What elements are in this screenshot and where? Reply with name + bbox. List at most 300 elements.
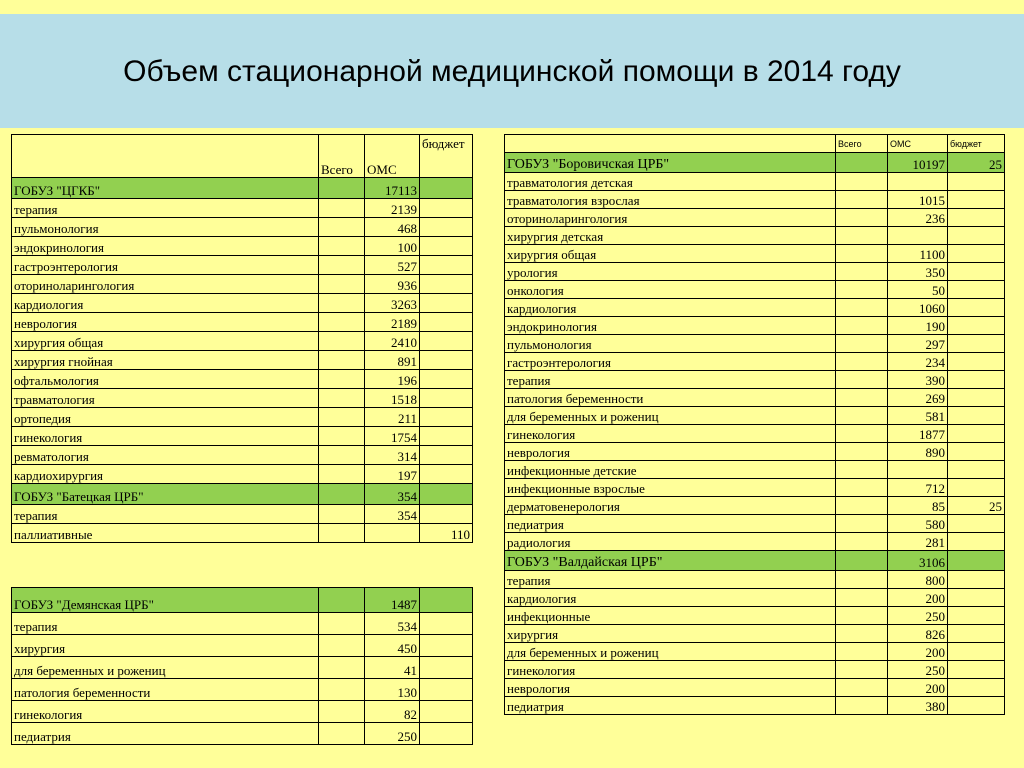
oms-cell: 390 bbox=[888, 371, 948, 389]
budget-cell: 110 bbox=[420, 524, 473, 543]
department-name: терапия bbox=[12, 199, 319, 218]
department-name: гинекология bbox=[505, 661, 836, 679]
oms-cell: 200 bbox=[888, 643, 948, 661]
total-cell bbox=[836, 533, 888, 551]
table-row bbox=[12, 701, 473, 723]
oms-cell: 450 bbox=[365, 635, 420, 657]
header-name-cell bbox=[505, 135, 836, 153]
table-row bbox=[12, 446, 473, 465]
oms-cell: 3263 bbox=[365, 294, 420, 313]
total-cell bbox=[836, 497, 888, 515]
department-name: педиатрия bbox=[12, 723, 319, 745]
total-cell bbox=[836, 227, 888, 245]
department-name: хирургия детская bbox=[505, 227, 836, 245]
department-name: ортопедия bbox=[12, 408, 319, 427]
budget-cell bbox=[948, 461, 1005, 479]
oms-cell: 380 bbox=[888, 697, 948, 715]
department-name: педиатрия bbox=[505, 515, 836, 533]
budget-cell bbox=[420, 679, 473, 701]
total-cell bbox=[319, 723, 365, 745]
oms-cell: 1877 bbox=[888, 425, 948, 443]
table-row bbox=[12, 635, 473, 657]
total-cell bbox=[836, 153, 888, 173]
department-name: терапия bbox=[12, 613, 319, 635]
department-name: гастроэнтерология bbox=[12, 256, 319, 275]
budget-cell: 25 bbox=[948, 497, 1005, 515]
oms-cell: 41 bbox=[365, 657, 420, 679]
budget-cell bbox=[948, 679, 1005, 697]
table-row bbox=[505, 571, 1005, 589]
oms-cell: 712 bbox=[888, 479, 948, 497]
table-row bbox=[12, 723, 473, 745]
table-row bbox=[505, 425, 1005, 443]
department-name: терапия bbox=[505, 571, 836, 589]
table-row bbox=[12, 679, 473, 701]
department-name: эндокринология bbox=[505, 317, 836, 335]
total-cell bbox=[319, 275, 365, 294]
table-row bbox=[12, 313, 473, 332]
budget-cell bbox=[420, 465, 473, 484]
total-cell bbox=[319, 427, 365, 446]
total-cell bbox=[836, 571, 888, 589]
total-cell bbox=[836, 551, 888, 571]
right-table bbox=[504, 134, 1005, 715]
table-row bbox=[12, 505, 473, 524]
total-cell bbox=[319, 679, 365, 701]
table-row bbox=[505, 533, 1005, 551]
department-name: травматология детская bbox=[505, 173, 836, 191]
total-cell bbox=[836, 643, 888, 661]
budget-cell bbox=[420, 701, 473, 723]
budget-cell bbox=[948, 661, 1005, 679]
budget-cell bbox=[948, 317, 1005, 335]
oms-cell: 1487 bbox=[365, 588, 420, 613]
department-name: паллиативные bbox=[12, 524, 319, 543]
budget-cell bbox=[948, 515, 1005, 533]
budget-cell bbox=[948, 353, 1005, 371]
department-name: патология беременности bbox=[505, 389, 836, 407]
department-name: радиология bbox=[505, 533, 836, 551]
budget-cell bbox=[948, 407, 1005, 425]
oms-cell: 2410 bbox=[365, 332, 420, 351]
budget-cell bbox=[420, 275, 473, 294]
total-cell bbox=[836, 353, 888, 371]
total-cell bbox=[319, 446, 365, 465]
department-name: кардиохирургия bbox=[12, 465, 319, 484]
oms-cell: 82 bbox=[365, 701, 420, 723]
budget-cell bbox=[948, 697, 1005, 715]
oms-cell: 234 bbox=[888, 353, 948, 371]
table-row bbox=[505, 643, 1005, 661]
budget-cell bbox=[948, 209, 1005, 227]
budget-cell bbox=[420, 199, 473, 218]
budget-cell bbox=[420, 294, 473, 313]
department-name: онкология bbox=[505, 281, 836, 299]
table-row bbox=[505, 371, 1005, 389]
oms-cell: 354 bbox=[365, 505, 420, 524]
budget-cell bbox=[420, 446, 473, 465]
oms-cell: 197 bbox=[365, 465, 420, 484]
total-cell bbox=[319, 178, 365, 199]
oms-cell: 3106 bbox=[888, 551, 948, 571]
budget-cell bbox=[948, 571, 1005, 589]
table-row bbox=[12, 237, 473, 256]
table-row bbox=[505, 227, 1005, 245]
oms-cell: 314 bbox=[365, 446, 420, 465]
department-name: для беременных и рожениц bbox=[505, 643, 836, 661]
table-row bbox=[12, 465, 473, 484]
department-name: инфекционные детские bbox=[505, 461, 836, 479]
oms-cell: 236 bbox=[888, 209, 948, 227]
oms-cell: 10197 bbox=[888, 153, 948, 173]
total-cell bbox=[836, 191, 888, 209]
department-name: педиатрия bbox=[505, 697, 836, 715]
total-cell bbox=[319, 484, 365, 505]
oms-cell: 1060 bbox=[888, 299, 948, 317]
total-cell bbox=[319, 389, 365, 408]
table-row bbox=[505, 299, 1005, 317]
oms-cell bbox=[365, 524, 420, 543]
institution-row bbox=[12, 588, 473, 613]
oms-cell bbox=[888, 461, 948, 479]
oms-cell: 580 bbox=[888, 515, 948, 533]
total-cell bbox=[836, 407, 888, 425]
department-name: ГОБУЗ "Боровичская ЦРБ" bbox=[505, 153, 836, 173]
total-cell bbox=[319, 657, 365, 679]
oms-cell: 1100 bbox=[888, 245, 948, 263]
department-name: неврология bbox=[505, 679, 836, 697]
slide-title: Объем стационарной медицинской помощи в 2014 году bbox=[123, 55, 901, 88]
total-cell bbox=[319, 635, 365, 657]
oms-cell: 800 bbox=[888, 571, 948, 589]
budget-cell bbox=[420, 370, 473, 389]
oms-cell: 269 bbox=[888, 389, 948, 407]
total-cell bbox=[836, 625, 888, 643]
oms-cell: 581 bbox=[888, 407, 948, 425]
header-oms: ОМС bbox=[365, 135, 420, 178]
header-name-cell bbox=[12, 135, 319, 178]
budget-cell bbox=[420, 351, 473, 370]
budget-cell bbox=[420, 389, 473, 408]
total-cell bbox=[836, 425, 888, 443]
budget-cell bbox=[948, 607, 1005, 625]
total-cell bbox=[836, 443, 888, 461]
total-cell bbox=[836, 661, 888, 679]
table-row bbox=[12, 275, 473, 294]
budget-cell bbox=[948, 479, 1005, 497]
table-row bbox=[505, 263, 1005, 281]
department-name: ГОБУЗ "ЦГКБ" bbox=[12, 178, 319, 199]
oms-cell: 534 bbox=[365, 613, 420, 635]
oms-cell bbox=[888, 227, 948, 245]
department-name: кардиология bbox=[12, 294, 319, 313]
total-cell bbox=[836, 335, 888, 353]
department-name: инфекционные взрослые bbox=[505, 479, 836, 497]
oms-cell: 354 bbox=[365, 484, 420, 505]
header-oms: ОМС bbox=[888, 135, 948, 153]
department-name: для беременных и рожениц bbox=[12, 657, 319, 679]
budget-cell bbox=[420, 218, 473, 237]
total-cell bbox=[836, 173, 888, 191]
budget-cell bbox=[948, 299, 1005, 317]
oms-cell: 250 bbox=[888, 607, 948, 625]
total-cell bbox=[836, 263, 888, 281]
budget-cell: 25 bbox=[948, 153, 1005, 173]
budget-cell bbox=[948, 281, 1005, 299]
table-row bbox=[505, 461, 1005, 479]
budget-cell bbox=[948, 625, 1005, 643]
total-cell bbox=[319, 370, 365, 389]
total-cell bbox=[836, 679, 888, 697]
total-cell bbox=[836, 281, 888, 299]
department-name: травматология взрослая bbox=[505, 191, 836, 209]
total-cell bbox=[836, 299, 888, 317]
oms-cell: 211 bbox=[365, 408, 420, 427]
table-row bbox=[505, 515, 1005, 533]
budget-cell bbox=[948, 245, 1005, 263]
department-name: оториноларингология bbox=[505, 209, 836, 227]
total-cell bbox=[319, 465, 365, 484]
table-row bbox=[505, 389, 1005, 407]
department-name: дерматовенерология bbox=[505, 497, 836, 515]
budget-cell bbox=[420, 723, 473, 745]
budget-cell bbox=[420, 237, 473, 256]
total-cell bbox=[319, 313, 365, 332]
total-cell bbox=[836, 245, 888, 263]
department-name: пульмонология bbox=[12, 218, 319, 237]
left-bottom-table bbox=[11, 587, 473, 745]
table-row bbox=[12, 199, 473, 218]
total-cell bbox=[836, 371, 888, 389]
oms-cell: 2189 bbox=[365, 313, 420, 332]
table-row bbox=[505, 245, 1005, 263]
department-name: урология bbox=[505, 263, 836, 281]
budget-cell bbox=[948, 589, 1005, 607]
department-name: гинекология bbox=[12, 701, 319, 723]
table-row bbox=[505, 661, 1005, 679]
oms-cell bbox=[888, 173, 948, 191]
budget-cell bbox=[420, 427, 473, 446]
department-name: ГОБУЗ "Батецкая ЦРБ" bbox=[12, 484, 319, 505]
oms-cell: 1015 bbox=[888, 191, 948, 209]
table-row bbox=[12, 256, 473, 275]
department-name: неврология bbox=[505, 443, 836, 461]
header-total: Всего bbox=[836, 135, 888, 153]
budget-cell bbox=[420, 613, 473, 635]
budget-cell bbox=[948, 551, 1005, 571]
left-bottom-table-body bbox=[12, 588, 473, 745]
budget-cell bbox=[948, 173, 1005, 191]
table-header-row bbox=[12, 135, 473, 178]
table-row bbox=[505, 173, 1005, 191]
total-cell bbox=[836, 461, 888, 479]
total-cell bbox=[319, 613, 365, 635]
table-row bbox=[505, 317, 1005, 335]
total-cell bbox=[836, 589, 888, 607]
budget-cell bbox=[420, 657, 473, 679]
table-row bbox=[505, 353, 1005, 371]
header-total: Всего bbox=[319, 135, 365, 178]
table-row bbox=[505, 679, 1005, 697]
left-top-table bbox=[11, 134, 473, 543]
table-row bbox=[12, 332, 473, 351]
oms-cell: 890 bbox=[888, 443, 948, 461]
table-row bbox=[12, 524, 473, 543]
department-name: хирургия общая bbox=[505, 245, 836, 263]
oms-cell: 250 bbox=[888, 661, 948, 679]
department-name: оториноларингология bbox=[12, 275, 319, 294]
oms-cell: 891 bbox=[365, 351, 420, 370]
total-cell bbox=[319, 332, 365, 351]
budget-cell bbox=[420, 635, 473, 657]
budget-cell bbox=[420, 588, 473, 613]
table-row bbox=[505, 625, 1005, 643]
oms-cell: 250 bbox=[365, 723, 420, 745]
header-budget: бюджет bbox=[420, 135, 473, 178]
table-row bbox=[505, 589, 1005, 607]
oms-cell: 130 bbox=[365, 679, 420, 701]
header-budget: бюджет bbox=[948, 135, 1005, 153]
institution-row bbox=[12, 178, 473, 199]
table-row bbox=[505, 697, 1005, 715]
oms-cell: 350 bbox=[888, 263, 948, 281]
department-name: травматология bbox=[12, 389, 319, 408]
department-name: эндокринология bbox=[12, 237, 319, 256]
department-name: неврология bbox=[12, 313, 319, 332]
oms-cell: 468 bbox=[365, 218, 420, 237]
oms-cell: 2139 bbox=[365, 199, 420, 218]
total-cell bbox=[319, 199, 365, 218]
institution-row bbox=[12, 484, 473, 505]
total-cell bbox=[319, 588, 365, 613]
oms-cell: 200 bbox=[888, 679, 948, 697]
oms-cell: 200 bbox=[888, 589, 948, 607]
table-row bbox=[12, 427, 473, 446]
total-cell bbox=[319, 256, 365, 275]
table-row bbox=[12, 613, 473, 635]
budget-cell bbox=[420, 332, 473, 351]
budget-cell bbox=[948, 443, 1005, 461]
table-row bbox=[12, 389, 473, 408]
table-row bbox=[12, 351, 473, 370]
total-cell bbox=[319, 351, 365, 370]
total-cell bbox=[836, 697, 888, 715]
department-name: патология беременности bbox=[12, 679, 319, 701]
department-name: хирургия общая bbox=[12, 332, 319, 351]
right-table-body bbox=[505, 135, 1005, 715]
oms-cell: 190 bbox=[888, 317, 948, 335]
department-name: терапия bbox=[505, 371, 836, 389]
institution-row bbox=[505, 153, 1005, 173]
department-name: кардиология bbox=[505, 589, 836, 607]
budget-cell bbox=[420, 408, 473, 427]
oms-cell: 297 bbox=[888, 335, 948, 353]
oms-cell: 936 bbox=[365, 275, 420, 294]
table-header-row bbox=[505, 135, 1005, 153]
table-row bbox=[505, 191, 1005, 209]
institution-row bbox=[505, 551, 1005, 571]
table-row bbox=[505, 281, 1005, 299]
budget-cell bbox=[948, 643, 1005, 661]
table-row bbox=[12, 370, 473, 389]
total-cell bbox=[836, 515, 888, 533]
total-cell bbox=[319, 218, 365, 237]
total-cell bbox=[836, 317, 888, 335]
department-name: ревматология bbox=[12, 446, 319, 465]
oms-cell: 85 bbox=[888, 497, 948, 515]
oms-cell: 281 bbox=[888, 533, 948, 551]
oms-cell: 50 bbox=[888, 281, 948, 299]
budget-cell bbox=[420, 256, 473, 275]
department-name: ГОБУЗ "Валдайская ЦРБ" bbox=[505, 551, 836, 571]
table-row bbox=[505, 443, 1005, 461]
department-name: гинекология bbox=[12, 427, 319, 446]
total-cell bbox=[836, 607, 888, 625]
budget-cell bbox=[420, 484, 473, 505]
department-name: кардиология bbox=[505, 299, 836, 317]
oms-cell: 1754 bbox=[365, 427, 420, 446]
left-top-table-body bbox=[12, 135, 473, 543]
table-row bbox=[12, 218, 473, 237]
total-cell bbox=[319, 294, 365, 313]
budget-cell bbox=[420, 178, 473, 199]
table-row bbox=[12, 408, 473, 427]
table-row bbox=[505, 607, 1005, 625]
department-name: гастроэнтерология bbox=[505, 353, 836, 371]
table-row bbox=[12, 294, 473, 313]
budget-cell bbox=[420, 313, 473, 332]
budget-cell bbox=[948, 371, 1005, 389]
department-name: хирургия bbox=[505, 625, 836, 643]
department-name: офтальмология bbox=[12, 370, 319, 389]
budget-cell bbox=[948, 191, 1005, 209]
table-row bbox=[505, 335, 1005, 353]
total-cell bbox=[319, 505, 365, 524]
total-cell bbox=[836, 209, 888, 227]
oms-cell: 826 bbox=[888, 625, 948, 643]
department-name: для беременных и рожениц bbox=[505, 407, 836, 425]
department-name: инфекционные bbox=[505, 607, 836, 625]
department-name: хирургия bbox=[12, 635, 319, 657]
total-cell bbox=[319, 701, 365, 723]
oms-cell: 527 bbox=[365, 256, 420, 275]
total-cell bbox=[319, 408, 365, 427]
total-cell bbox=[836, 479, 888, 497]
oms-cell: 17113 bbox=[365, 178, 420, 199]
department-name: ГОБУЗ "Демянская ЦРБ" bbox=[12, 588, 319, 613]
budget-cell bbox=[948, 533, 1005, 551]
table-row bbox=[505, 407, 1005, 425]
table-row bbox=[505, 497, 1005, 515]
table-row bbox=[505, 479, 1005, 497]
total-cell bbox=[319, 524, 365, 543]
department-name: гинекология bbox=[505, 425, 836, 443]
department-name: терапия bbox=[12, 505, 319, 524]
oms-cell: 196 bbox=[365, 370, 420, 389]
budget-cell bbox=[948, 227, 1005, 245]
department-name: пульмонология bbox=[505, 335, 836, 353]
budget-cell bbox=[948, 263, 1005, 281]
budget-cell bbox=[948, 425, 1005, 443]
budget-cell bbox=[948, 335, 1005, 353]
department-name: хирургия гнойная bbox=[12, 351, 319, 370]
total-cell bbox=[319, 237, 365, 256]
budget-cell bbox=[420, 505, 473, 524]
table-row bbox=[12, 657, 473, 679]
oms-cell: 100 bbox=[365, 237, 420, 256]
oms-cell: 1518 bbox=[365, 389, 420, 408]
table-row bbox=[505, 209, 1005, 227]
